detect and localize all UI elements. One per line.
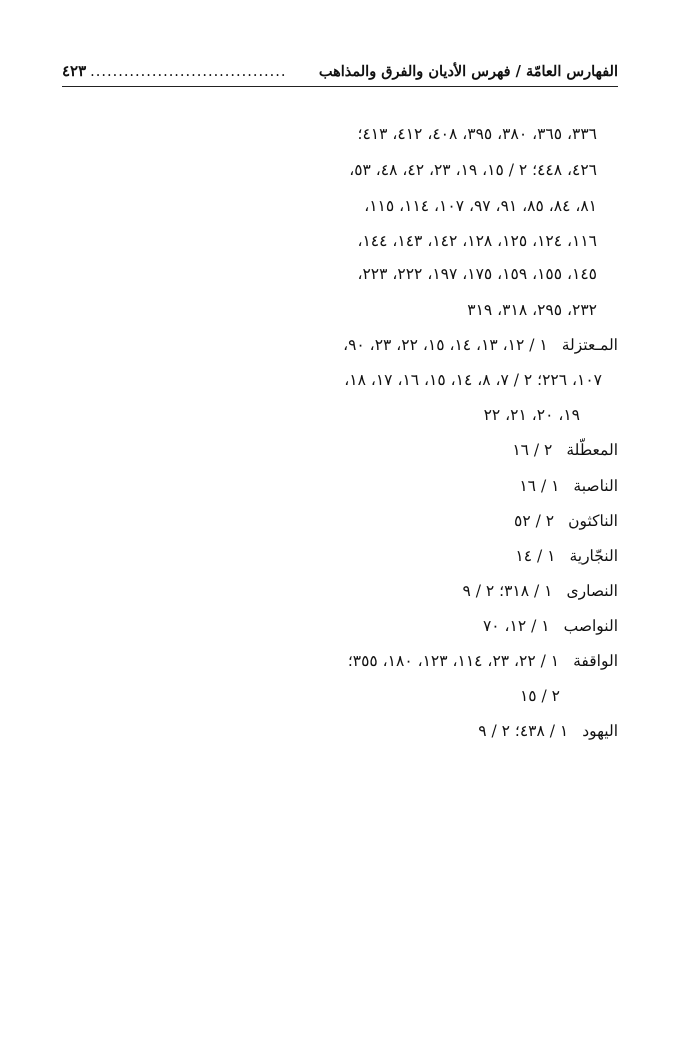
header-leader-dots: ................................... xyxy=(90,64,287,80)
entry-term: المـعتزلة xyxy=(561,336,618,354)
page-number: ٤٢٣ xyxy=(62,62,87,80)
index-line xyxy=(344,370,602,390)
entry-pages: ١ / ١٢، ٧٠ xyxy=(482,617,550,635)
entry-pages: ١ / ١٦ xyxy=(519,477,560,495)
entry-pages: ٢٣٢، ٢٩٥، ٣١٨، ٣١٩ xyxy=(467,301,597,319)
entry-pages: ١ / ٢٢، ٢٣، ١١٤، ١٢٣، ١٨٠، ٣٥٥؛ xyxy=(347,652,560,670)
index-entry xyxy=(512,440,618,460)
entry-term: الناكثون xyxy=(568,512,618,530)
entry-pages: ٨١، ٨٤، ٨٥، ٩١، ٩٧، ١٠٧، ١١٤، ١١٥، xyxy=(364,197,597,215)
entry-term: الواقفة xyxy=(573,652,618,670)
entry-pages: ١٤٥، ١٥٥، ١٥٩، ١٧٥، ١٩٧، ٢٢٢، ٢٢٣، xyxy=(357,265,597,283)
entry-pages: ١ / ٤٣٨؛ ٢ / ٩ xyxy=(478,722,569,740)
index-line xyxy=(357,264,597,284)
header-rule xyxy=(62,86,618,87)
running-header xyxy=(62,62,618,84)
entry-pages: ١٩، ٢٠، ٢١، ٢٢ xyxy=(483,406,580,424)
index-entry xyxy=(519,476,618,496)
entry-pages: ١٠٧، ٢٢٦؛ ٢ / ٧، ٨، ١٤، ١٥، ١٦، ١٧، ١٨، xyxy=(344,371,602,389)
index-entry xyxy=(463,581,618,601)
index-line xyxy=(364,196,597,216)
entry-pages: ٣٣٦، ٣٦٥، ٣٨٠، ٣٩٥، ٤٠٨، ٤١٢، ٤١٣؛ xyxy=(357,125,597,143)
entry-pages: ٤٢٦، ٤٤٨؛ ٢ / ١٥، ١٩، ٢٣، ٤٢، ٤٨، ٥٣، xyxy=(349,161,597,179)
index-line xyxy=(357,231,597,251)
entry-term: اليهود xyxy=(582,722,618,740)
entry-term: النجّارية xyxy=(569,547,618,565)
index-line xyxy=(484,405,580,425)
index-line xyxy=(467,300,597,320)
index-entry xyxy=(343,335,618,355)
entry-pages: ٢ / ١٥ xyxy=(519,687,560,705)
index-line xyxy=(349,160,597,180)
index-entry xyxy=(514,511,618,531)
entry-pages: ٢ / ١٦ xyxy=(512,441,553,459)
entry-pages: ١ / ١٤ xyxy=(515,547,556,565)
entry-term: النصارى xyxy=(566,582,618,600)
entry-pages: ١١٦، ١٢٤، ١٢٥، ١٢٨، ١٤٢، ١٤٣، ١٤٤، xyxy=(357,232,597,250)
index-line xyxy=(358,124,597,144)
index-entry xyxy=(478,721,618,741)
entry-pages: ١ / ٣١٨؛ ٢ / ٩ xyxy=(462,582,553,600)
entry-term: المعطّلة xyxy=(566,441,618,459)
entry-pages: ٢ / ٥٢ xyxy=(514,512,555,530)
entry-pages: ١ / ١٢، ١٣، ١٤، ١٥، ٢٢، ٢٣، ٩٠، xyxy=(343,336,548,354)
index-entry xyxy=(348,651,618,671)
index-entry xyxy=(483,616,618,636)
entry-term: الناصبة xyxy=(573,477,618,495)
index-entry xyxy=(515,546,618,566)
entry-term: النواصب xyxy=(563,617,618,635)
index-line xyxy=(520,686,560,706)
header-title: الفهارس العامّة / فهرس الأديان والفرق والمذاهب xyxy=(318,63,618,80)
